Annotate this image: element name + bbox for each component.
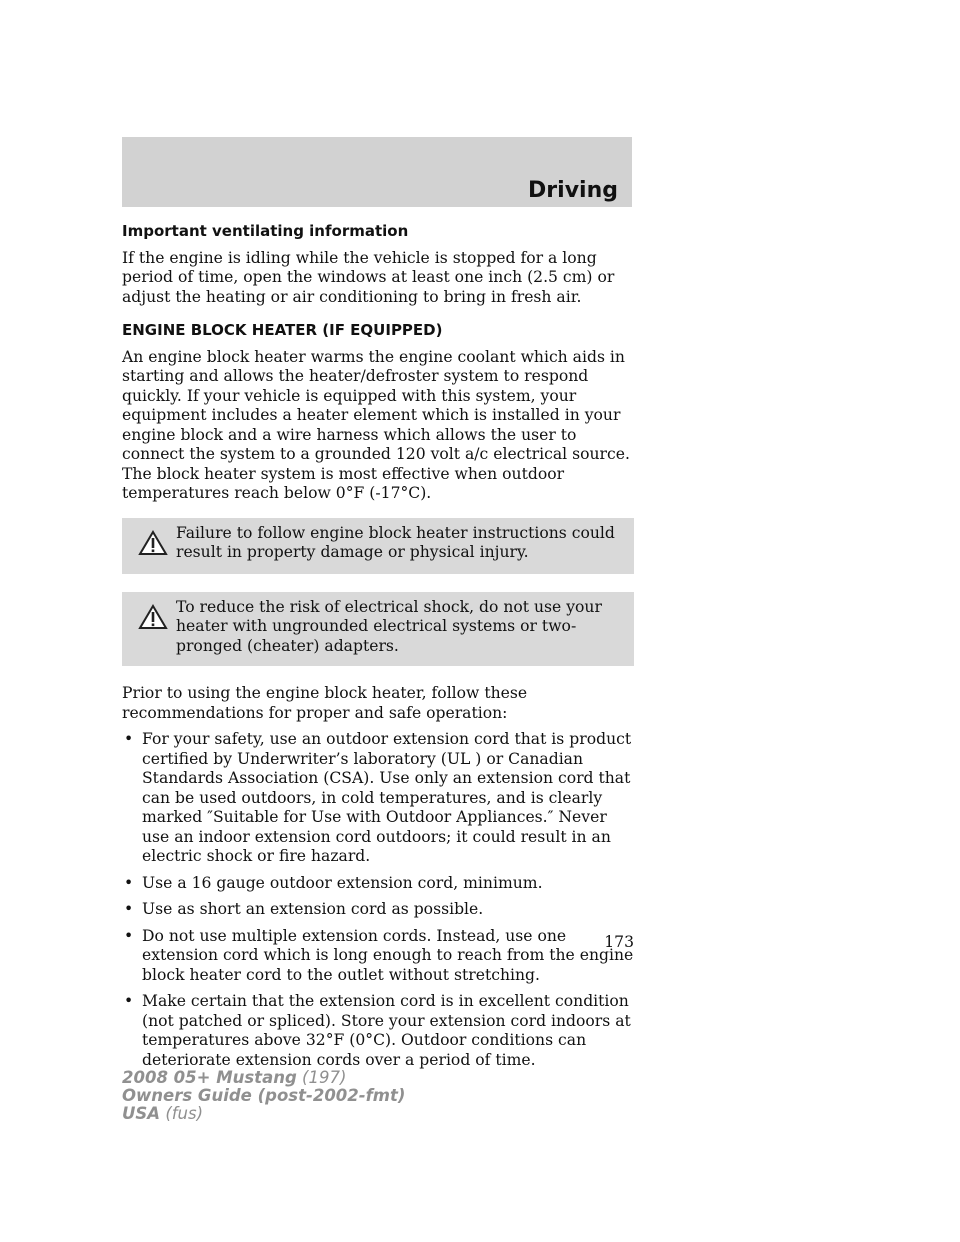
recommendations-intro: Prior to using the engine block heater, follow these recommendations for proper and safe operation: [122,684,528,722]
footer-guide: Owners Guide (post-2002-fmt) [122,1086,406,1105]
warning-text: To reduce the risk of electrical shock, do not use your heater with ungrounded electrical systems or two-pronged (cheater) adapters. [176,597,602,655]
ventilating-paragraph: If the engine is idling while the vehicle is stopped for a long period of time, open the windows at least one inch (2.5 cm) or adjust the heating or air conditioning to bring in fresh air. [122,248,615,306]
list-item-text: Use a 16 gauge outdoor extension cord, minimum. [142,873,543,892]
footer-market: USA [122,1104,161,1123]
document-footer [122,1069,405,1123]
footer-line-2 [122,1087,405,1105]
bullet-icon: • [124,730,134,748]
bullet-icon: • [124,900,134,918]
list-item-text: Use as short an extension cord as possible. [142,900,484,918]
list-item [122,992,634,1070]
bullet-icon: • [124,873,134,892]
footer-page-ref: (197) [302,1068,347,1087]
warning-triangle-icon [138,604,168,630]
list-item-text: Do not use multiple extension cords. Instead, use one extension cord which is long enough to reach from the engine block heater cord to the outlet without stretching. [142,926,634,984]
recommendations-list [122,730,634,1070]
list-item [122,874,634,894]
list-item-text: Make certain that the extension cord is in excellent condition (not patched or spliced). Store your extension cord indoors at temperatures above 32°F (0°C). Outdoor conditions can deteriorate extension cords over a period of time. [142,992,631,1069]
page-content [122,222,634,1077]
section-title: Driving [528,178,618,203]
footer-line-1 [122,1069,405,1087]
block-heater-heading: ENGINE BLOCK HEATER (IF EQUIPPED) [122,321,443,339]
block-heater-paragraph: An engine block heater warms the engine coolant which aids in starting and allows the heater/defroster system to respond quickly. If your vehicle is equipped with this system, your equipment includes a heater element which is installed in your engine block and a wire harness which allows the user to connect the system to a grounded 120 volt a/c electrical source. The block heater system is most effective when outdoor temperatures reach below 0°F (-17°C). [122,347,630,502]
list-item [122,900,634,920]
warning-box [122,518,634,574]
bullet-icon: • [124,992,134,1010]
footer-line-3 [122,1105,405,1123]
warning-triangle-icon [138,530,168,556]
list-item [122,730,634,867]
bullet-icon: • [124,926,134,945]
list-item [122,927,634,986]
warning-box [122,592,634,667]
warning-text: Failure to follow engine block heater instructions could result in property damage or physical injury. [176,523,615,561]
section-header-band [122,137,632,207]
footer-market-code: (fus) [165,1104,204,1123]
page-number: 173 [604,933,634,951]
footer-model: 2008 05+ Mustang [122,1068,297,1087]
list-item-text: For your safety, use an outdoor extension cord that is product certified by Underwriter’s laboratory (UL ) or Canadian Standards Association (CSA). Use only an extension cord that can be used outdoors, in cold temperatures, and is clearly marked ″Suitable for Use with Outdoor Appliances.″ Never use an indoor extension cord outdoors; it could result in an electric shock or fire hazard. [142,730,632,865]
ventilating-heading: Important ventilating information [122,222,409,240]
